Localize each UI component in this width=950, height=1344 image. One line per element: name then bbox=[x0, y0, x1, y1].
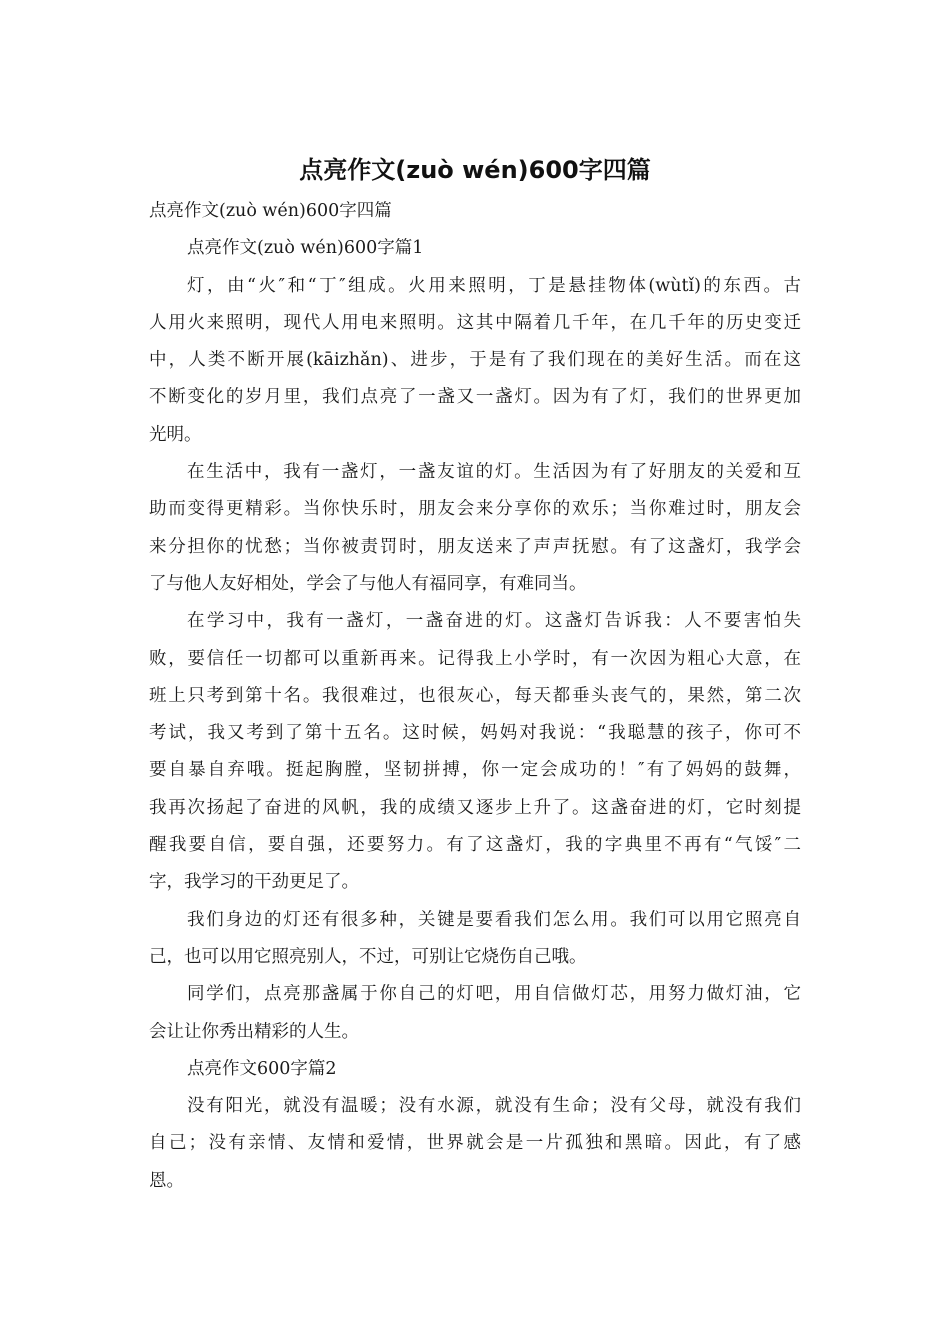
text-line: 灯，由“火″和“丁″组成。火用来照明，丁是悬挂物体(wùtǐ)的东西。古 bbox=[187, 275, 801, 296]
text-line: 考试，我又考到了第十五名。这时候，妈妈对我说：“我聪慧的孩子，你可不 bbox=[149, 723, 801, 744]
text-line: 来分担你的忧愁；当你被责罚时，朋友送来了声声抚慰。有了这盏灯，我学会 bbox=[149, 536, 801, 557]
text-line: 会让让你秀出精彩的人生。 bbox=[149, 1021, 359, 1042]
text-line: 不断变化的岁月里，我们点亮了一盏又一盏灯。因为有了灯，我们的世界更加 bbox=[149, 387, 801, 408]
text-line: 己，也可以用它照亮别人，不过，可别让它烧伤自己哦。 bbox=[149, 946, 587, 967]
text-line: 在生活中，我有一盏灯，一盏友谊的灯。生活因为有了好朋友的关爱和互 bbox=[187, 462, 801, 483]
text-line: 自己；没有亲情、友情和爱情，世界就会是一片孤独和黑暗。因此，有了感 bbox=[149, 1133, 801, 1154]
document-body bbox=[149, 193, 801, 1200]
text-line: 点亮作文600字篇2 bbox=[187, 1058, 337, 1079]
text-line: 败，要信任一切都可以重新再来。记得我上小学时，有一次因为粗心大意，在 bbox=[149, 648, 801, 669]
document-subtitle: 点亮作文(zuò wén)600字四篇 bbox=[149, 201, 392, 221]
text-line: 没有阳光，就没有温暖；没有水源，就没有生命；没有父母，就没有我们 bbox=[187, 1096, 801, 1117]
text-line: 我再次扬起了奋进的风帆，我的成绩又逐步上升了。这盏奋进的灯，它时刻提 bbox=[149, 797, 801, 818]
text-line: 同学们，点亮那盏属于你自己的灯吧，用自信做灯芯，用努力做灯油，它 bbox=[187, 984, 801, 1005]
page-title: 点亮作文(zuò wén)600字四篇 bbox=[299, 156, 651, 184]
text-line: 恩。 bbox=[149, 1170, 184, 1191]
text-line: 光明。 bbox=[149, 424, 202, 445]
text-line: 中，人类不断开展(kāizhǎn)、进步，于是有了我们现在的美好生活。而在这 bbox=[149, 350, 801, 371]
text-line: 在学习中，我有一盏灯，一盏奋进的灯。这盏灯告诉我：人不要害怕失 bbox=[187, 611, 801, 632]
text-line: 人用火来照明，现代人用电来照明。这其中隔着几千年，在几千年的历史变迁 bbox=[149, 312, 801, 333]
text-line: 我们身边的灯还有很多种，关键是要看我们怎么用。我们可以用它照亮自 bbox=[187, 909, 801, 930]
text-line: 班上只考到第十名。我很难过，也很灰心，每天都垂头丧气的，果然，第二次 bbox=[149, 685, 801, 706]
text-line: 助而变得更精彩。当你快乐时，朋友会来分享你的欢乐；当你难过时，朋友会 bbox=[149, 499, 801, 520]
text-line: 点亮作文(zuò wén)600字篇1 bbox=[187, 238, 424, 259]
text-line: 醒我要自信，要自强，还要努力。有了这盏灯，我的字典里不再有“气馁″二 bbox=[149, 835, 801, 856]
text-line: 了与他人友好相处，学会了与他人有福同享，有难同当。 bbox=[149, 573, 587, 594]
text-line: 字，我学习的干劲更足了。 bbox=[149, 872, 359, 893]
text-line: 要自暴自弃哦。挺起胸膛，坚韧拼搏，你一定会成功的！″有了妈妈的鼓舞， bbox=[149, 760, 801, 781]
